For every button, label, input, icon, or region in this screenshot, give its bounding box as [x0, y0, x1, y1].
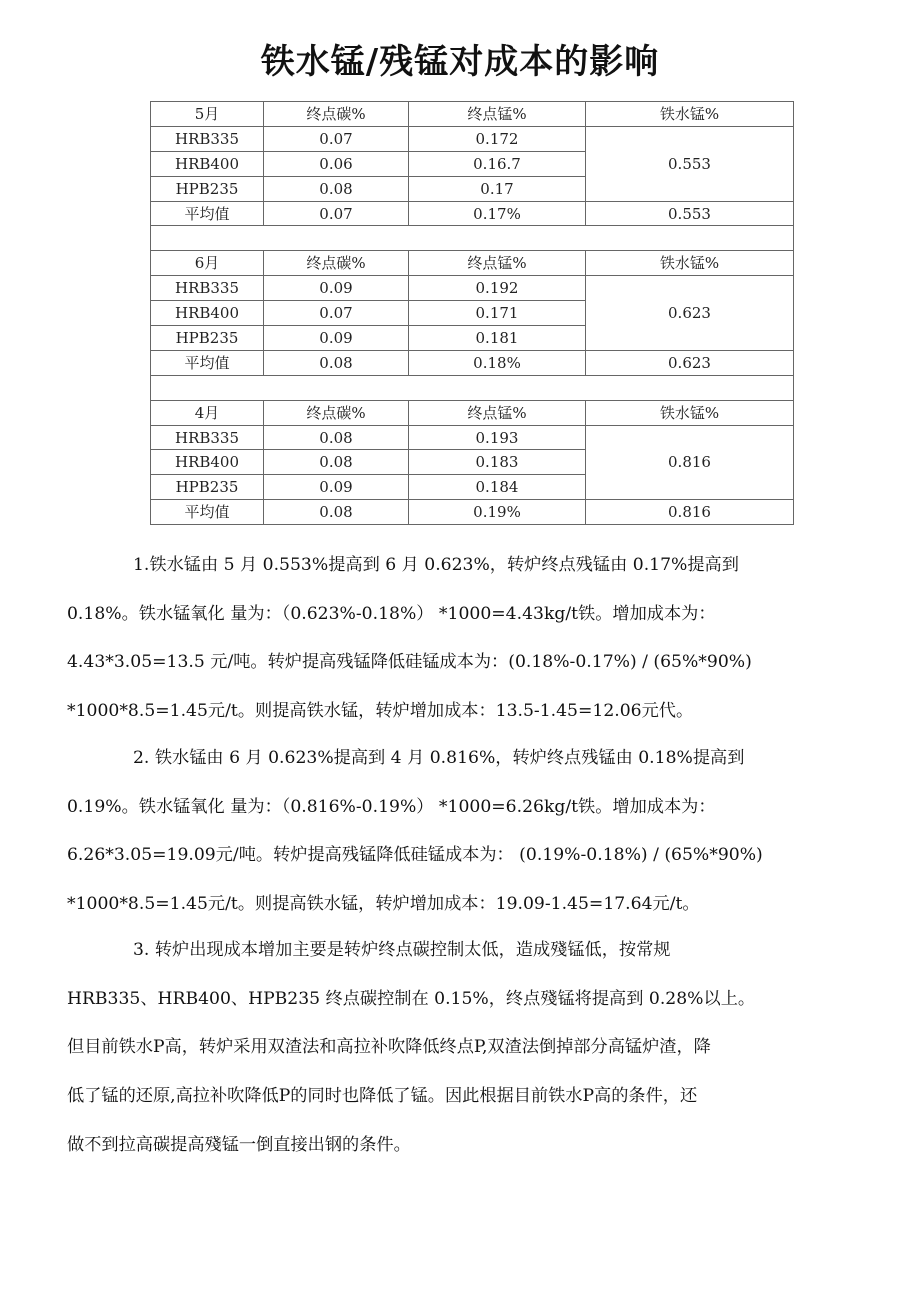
- mn-cell: 0.16.7: [409, 151, 586, 176]
- avg-hot-metal-mn-cell: 0.816: [586, 500, 794, 525]
- carbon-cell: 0.09: [264, 326, 409, 351]
- paragraph-line: *1000*8.5=1.45元/t。则提高铁水锰，转炉增加成本：19.09-1.45=17.64元/t。: [67, 894, 700, 915]
- average-label: 平均值: [151, 350, 264, 375]
- avg-hot-metal-mn-cell: 0.623: [586, 350, 794, 375]
- avg-mn-cell: 0.19%: [409, 500, 586, 525]
- grade-cell: HRB400: [151, 151, 264, 176]
- grade-cell: HPB235: [151, 176, 264, 201]
- carbon-cell: 0.07: [264, 301, 409, 326]
- paragraph-2: [67, 734, 862, 929]
- col-header-end-mn: 终点锰%: [409, 251, 586, 276]
- paragraph-line: 低了锰的还原,高拉补吹降低P的同时也降低了锰。因此根据目前铁水P高的条件，还: [67, 1086, 698, 1107]
- grade-cell: HRB335: [151, 276, 264, 301]
- month-label: 5月: [151, 102, 264, 127]
- mn-cell: 0.171: [409, 301, 586, 326]
- spacer-row: [151, 375, 794, 400]
- data-table: [150, 101, 794, 525]
- carbon-cell: 0.06: [264, 151, 409, 176]
- paragraph-line: 3. 转炉出现成本增加主要是转炉终点碳控制太低，造成殘锰低，按常规: [133, 940, 671, 960]
- average-row: [151, 500, 794, 525]
- carbon-cell: 0.09: [264, 475, 409, 500]
- paragraph-line: HRB335、HRB400、HPB235 终点碳控制在 0.15%，终点殘锰将提高到 0.28%以上。: [67, 988, 756, 1009]
- paragraph-line: *1000*8.5=1.45元/t。则提高铁水锰，转炉增加成本：13.5-1.45=12.06元代。: [67, 701, 694, 722]
- table-row: [151, 425, 794, 450]
- avg-mn-cell: 0.17%: [409, 201, 586, 226]
- carbon-cell: 0.08: [264, 176, 409, 201]
- carbon-cell: 0.08: [264, 425, 409, 450]
- hot-metal-mn-cell: 0.623: [586, 276, 794, 351]
- paragraph-line: 4.43*3.05=13.5 元/吨。转炉提高残锰降低硅锰成本为：(0.18%-0.17%) / (65%*90%): [67, 652, 752, 673]
- avg-hot-metal-mn-cell: 0.553: [586, 201, 794, 226]
- table-header-row: [151, 102, 794, 127]
- table-header-row: [151, 251, 794, 276]
- grade-cell: HRB400: [151, 301, 264, 326]
- mn-cell: 0.17: [409, 176, 586, 201]
- average-label: 平均值: [151, 201, 264, 226]
- mn-cell: 0.181: [409, 326, 586, 351]
- hot-metal-mn-cell: 0.553: [586, 126, 794, 201]
- paragraph-line: 0.18%。铁水锰氧化 量为：（0.623%-0.18%） *1000=4.43kg/t铁。增加成本为：: [67, 603, 716, 624]
- month-label: 6月: [151, 251, 264, 276]
- paragraph-line: 1.铁水锰由 5 月 0.553%提高到 6 月 0.623%，转炉终点残锰由 0.17%提高到: [133, 555, 739, 575]
- mn-cell: 0.183: [409, 450, 586, 475]
- paragraph-line: 0.19%。铁水锰氧化 量为：（0.816%-0.19%） *1000=6.26kg/t铁。增加成本为：: [67, 796, 716, 817]
- avg-mn-cell: 0.18%: [409, 350, 586, 375]
- page-title: 铁水锰/残锰对成本的影响: [260, 42, 660, 82]
- paragraph-1: [67, 541, 862, 736]
- paragraph-line: 但目前铁水P高，转炉采用双渣法和高拉补吹降低终点P,双渣法倒掉部分高锰炉渣，降: [67, 1037, 711, 1058]
- mn-cell: 0.184: [409, 475, 586, 500]
- col-header-end-carbon: 终点碳%: [264, 102, 409, 127]
- avg-carbon-cell: 0.07: [264, 201, 409, 226]
- carbon-cell: 0.09: [264, 276, 409, 301]
- grade-cell: HRB400: [151, 450, 264, 475]
- average-row: [151, 350, 794, 375]
- average-row: [151, 201, 794, 226]
- table-header-row: [151, 400, 794, 425]
- paragraph-line: 做不到拉高碳提高殘锰一倒直接出钢的条件。: [67, 1134, 411, 1155]
- spacer-cell: [151, 226, 794, 251]
- table-row: [151, 276, 794, 301]
- table-row: [151, 126, 794, 151]
- grade-cell: HRB335: [151, 126, 264, 151]
- average-label: 平均值: [151, 500, 264, 525]
- spacer-cell: [151, 375, 794, 400]
- col-header-hot-metal-mn: 铁水锰%: [586, 400, 794, 425]
- col-header-end-carbon: 终点碳%: [264, 251, 409, 276]
- mn-cell: 0.193: [409, 425, 586, 450]
- carbon-cell: 0.08: [264, 450, 409, 475]
- paragraph-line: 2. 铁水锰由 6 月 0.623%提高到 4 月 0.816%，转炉终点残锰由 0.18%提高到: [133, 748, 745, 768]
- hot-metal-mn-cell: 0.816: [586, 425, 794, 500]
- col-header-hot-metal-mn: 铁水锰%: [586, 102, 794, 127]
- month-label: 4月: [151, 400, 264, 425]
- col-header-hot-metal-mn: 铁水锰%: [586, 251, 794, 276]
- grade-cell: HPB235: [151, 326, 264, 351]
- paragraph-3: [67, 926, 862, 1170]
- grade-cell: HRB335: [151, 425, 264, 450]
- col-header-end-carbon: 终点碳%: [264, 400, 409, 425]
- paragraph-line: 6.26*3.05=19.09元/吨。转炉提高残锰降低硅锰成本为： (0.19%-0.18%) / (65%*90%): [67, 845, 763, 866]
- col-header-end-mn: 终点锰%: [409, 400, 586, 425]
- mn-cell: 0.192: [409, 276, 586, 301]
- avg-carbon-cell: 0.08: [264, 500, 409, 525]
- spacer-row: [151, 226, 794, 251]
- mn-cell: 0.172: [409, 126, 586, 151]
- grade-cell: HPB235: [151, 475, 264, 500]
- carbon-cell: 0.07: [264, 126, 409, 151]
- avg-carbon-cell: 0.08: [264, 350, 409, 375]
- col-header-end-mn: 终点锰%: [409, 102, 586, 127]
